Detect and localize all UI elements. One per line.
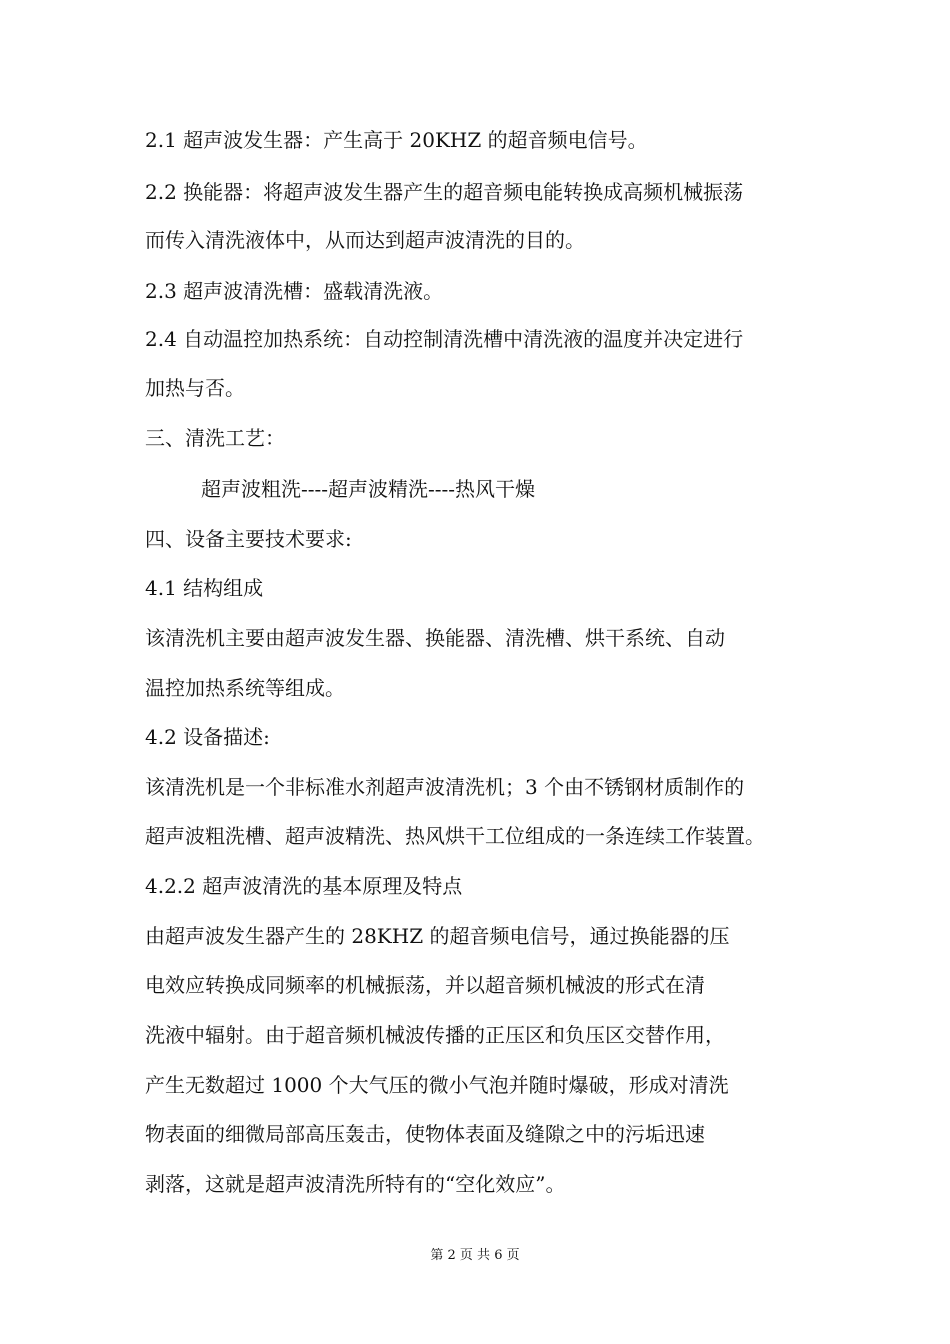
text-line-4-2-2-c: 洗液中辐射。由于超音频机械波传播的正压区和负压区交替作用， xyxy=(145,1023,725,1047)
section-heading-3: 三、清洗工艺： xyxy=(145,426,285,450)
text-line-4-2-2-d: 产生无数超过 1000 个大气压的微小气泡并随时爆破，形成对清洗 xyxy=(145,1073,729,1097)
text-line-4-2-2-a: 由超声波发生器产生的 28KHZ 的超音频电信号，通过换能器的压 xyxy=(145,924,730,948)
text-line-2-4-cont: 加热与否。 xyxy=(145,376,245,400)
text-line-4-2-2-e: 物表面的细微局部高压轰击，使物体表面及缝隙之中的污垢迅速 xyxy=(145,1122,705,1146)
subheading-4-1: 4.1 结构组成 xyxy=(145,576,264,600)
text-line-4-1-b: 温控加热系统等组成。 xyxy=(145,676,345,700)
text-line-2-2: 2.2 换能器：将超声波发生器产生的超音频电能转换成高频机械振荡 xyxy=(145,180,744,204)
subheading-4-2: 4.2 设备描述: xyxy=(145,725,270,749)
section-heading-4: 四、设备主要技术要求: xyxy=(145,527,352,551)
text-line-4-2-b: 超声波粗洗槽、超声波精洗、热风烘干工位组成的一条连续工作装置。 xyxy=(145,824,765,848)
text-line-2-4: 2.4 自动温控加热系统：自动控制清洗槽中清洗液的温度并决定进行 xyxy=(145,327,744,351)
text-line-4-1-a: 该清洗机主要由超声波发生器、换能器、清洗槽、烘干系统、自动 xyxy=(145,626,725,650)
text-line-4-2-a: 该清洗机是一个非标准水剂超声波清洗机；3 个由不锈钢材质制作的 xyxy=(145,775,745,799)
subheading-4-2-2: 4.2.2 超声波清洗的基本原理及特点 xyxy=(145,874,463,898)
text-line-2-2-cont: 而传入清洗液体中，从而达到超声波清洗的目的。 xyxy=(145,228,585,252)
text-line-4-2-2-b: 电效应转换成同频率的机械振荡，并以超音频机械波的形式在清 xyxy=(145,973,705,997)
text-line-2-3: 2.3 超声波清洗槽：盛载清洗液。 xyxy=(145,279,444,303)
text-line-4-2-2-f: 剥落，这就是超声波清洗所特有的“空化效应”。 xyxy=(145,1172,566,1196)
process-flow: 超声波粗洗----超声波精洗----热风干燥 xyxy=(201,477,536,501)
page-footer: 第 2 页 共 6 页 xyxy=(430,1248,520,1263)
text-line-2-1: 2.1 超声波发生器：产生高于 20KHZ 的超音频电信号。 xyxy=(145,128,648,152)
